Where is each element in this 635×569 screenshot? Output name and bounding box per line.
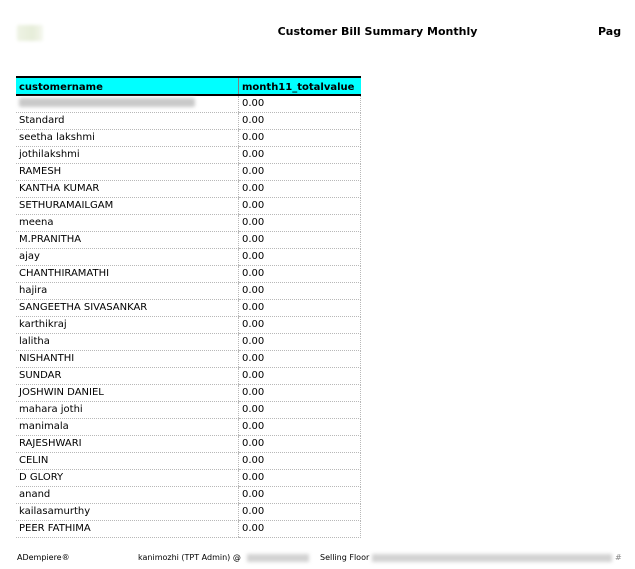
page-label: Pag bbox=[598, 25, 622, 38]
table-row bbox=[16, 130, 361, 147]
customername-cell: RAJESHWARI bbox=[16, 436, 239, 453]
customername-cell: Standard bbox=[16, 113, 239, 130]
customername-cell: CHANTHIRAMATHI bbox=[16, 266, 239, 283]
customername-cell: hajira bbox=[16, 283, 239, 300]
footer-redacted-host bbox=[247, 554, 309, 562]
month11-totalvalue-cell: 0.00 bbox=[239, 249, 361, 266]
customername-cell: ajay bbox=[16, 249, 239, 266]
column-header-customername: customername bbox=[16, 77, 239, 95]
month11-totalvalue-cell: 0.00 bbox=[239, 504, 361, 521]
table-row bbox=[16, 470, 361, 487]
table-row bbox=[16, 402, 361, 419]
report-table bbox=[16, 76, 361, 538]
customername-cell: NISHANTHI bbox=[16, 351, 239, 368]
month11-totalvalue-cell: 0.00 bbox=[239, 300, 361, 317]
footer-org: Selling Floor bbox=[320, 553, 370, 562]
month11-totalvalue-cell: 0.00 bbox=[239, 351, 361, 368]
customername-cell: PEER FATHIMA bbox=[16, 521, 239, 538]
month11-totalvalue-cell: 0.00 bbox=[239, 453, 361, 470]
month11-totalvalue-cell: 0.00 bbox=[239, 385, 361, 402]
month11-totalvalue-cell: 0.00 bbox=[239, 232, 361, 249]
customername-cell: mahara jothi bbox=[16, 402, 239, 419]
month11-totalvalue-cell: 0.00 bbox=[239, 113, 361, 130]
month11-totalvalue-cell: 0.00 bbox=[239, 164, 361, 181]
month11-totalvalue-cell: 0.00 bbox=[239, 419, 361, 436]
customername-cell: RAMESH bbox=[16, 164, 239, 181]
table-header-row bbox=[16, 77, 361, 95]
table-row bbox=[16, 453, 361, 470]
table-row bbox=[16, 385, 361, 402]
month11-totalvalue-cell: 0.00 bbox=[239, 470, 361, 487]
table-row bbox=[16, 419, 361, 436]
table-row bbox=[16, 249, 361, 266]
month11-totalvalue-cell: 0.00 bbox=[239, 181, 361, 198]
table-row bbox=[16, 300, 361, 317]
table-row bbox=[16, 232, 361, 249]
customername-cell: D GLORY bbox=[16, 470, 239, 487]
customername-cell-redacted bbox=[16, 95, 239, 113]
month11-totalvalue-cell: 0.00 bbox=[239, 436, 361, 453]
customername-cell: karthikraj bbox=[16, 317, 239, 334]
redacted-text bbox=[19, 98, 195, 107]
table-row bbox=[16, 147, 361, 164]
month11-totalvalue-cell: 0.00 bbox=[239, 368, 361, 385]
customername-cell: JOSHWIN DANIEL bbox=[16, 385, 239, 402]
customername-cell: M.PRANITHA bbox=[16, 232, 239, 249]
table-row bbox=[16, 198, 361, 215]
month11-totalvalue-cell: 0.00 bbox=[239, 521, 361, 538]
footer-user: kanimozhi (TPT Admin) @ bbox=[138, 553, 241, 562]
table-row bbox=[16, 181, 361, 198]
customername-cell: SETHURAMAILGAM bbox=[16, 198, 239, 215]
table-row bbox=[16, 215, 361, 232]
table-row bbox=[16, 164, 361, 181]
table-row bbox=[16, 317, 361, 334]
month11-totalvalue-cell: 0.00 bbox=[239, 215, 361, 232]
customername-cell: lalitha bbox=[16, 334, 239, 351]
customername-cell: KANTHA KUMAR bbox=[16, 181, 239, 198]
table-row bbox=[16, 504, 361, 521]
month11-totalvalue-cell: 0.00 bbox=[239, 334, 361, 351]
footer-redacted-info bbox=[372, 554, 612, 562]
table-row bbox=[16, 334, 361, 351]
table-row bbox=[16, 487, 361, 504]
customername-cell: meena bbox=[16, 215, 239, 232]
table-row bbox=[16, 368, 361, 385]
column-header-month11-totalvalue: month11_totalvalue bbox=[239, 77, 361, 95]
table-row bbox=[16, 351, 361, 368]
month11-totalvalue-cell: 0.00 bbox=[239, 402, 361, 419]
report-title: Customer Bill Summary Monthly bbox=[277, 25, 478, 38]
customername-cell: anand bbox=[16, 487, 239, 504]
customername-cell: jothilakshmi bbox=[16, 147, 239, 164]
month11-totalvalue-cell: 0.00 bbox=[239, 147, 361, 164]
table-row bbox=[16, 283, 361, 300]
customername-cell: CELIN bbox=[16, 453, 239, 470]
customername-cell: SUNDAR bbox=[16, 368, 239, 385]
table-row bbox=[16, 436, 361, 453]
month11-totalvalue-cell: 0.00 bbox=[239, 130, 361, 147]
customername-cell: seetha lakshmi bbox=[16, 130, 239, 147]
month11-totalvalue-cell: 0.00 bbox=[239, 317, 361, 334]
customername-cell: SANGEETHA SIVASANKAR bbox=[16, 300, 239, 317]
month11-totalvalue-cell: 0.00 bbox=[239, 283, 361, 300]
table-row bbox=[16, 521, 361, 538]
month11-totalvalue-cell: 0.00 bbox=[239, 487, 361, 504]
footer-brand: ADempiere® bbox=[17, 553, 70, 562]
footer-end-mark: # bbox=[615, 553, 622, 562]
table-row bbox=[16, 113, 361, 130]
customername-cell: manimala bbox=[16, 419, 239, 436]
table-row bbox=[16, 266, 361, 283]
month11-totalvalue-cell: 0.00 bbox=[239, 266, 361, 283]
table-row bbox=[16, 95, 361, 113]
month11-totalvalue-cell: 0.00 bbox=[239, 198, 361, 215]
month11-totalvalue-cell: 0.00 bbox=[239, 95, 361, 113]
customername-cell: kailasamurthy bbox=[16, 504, 239, 521]
